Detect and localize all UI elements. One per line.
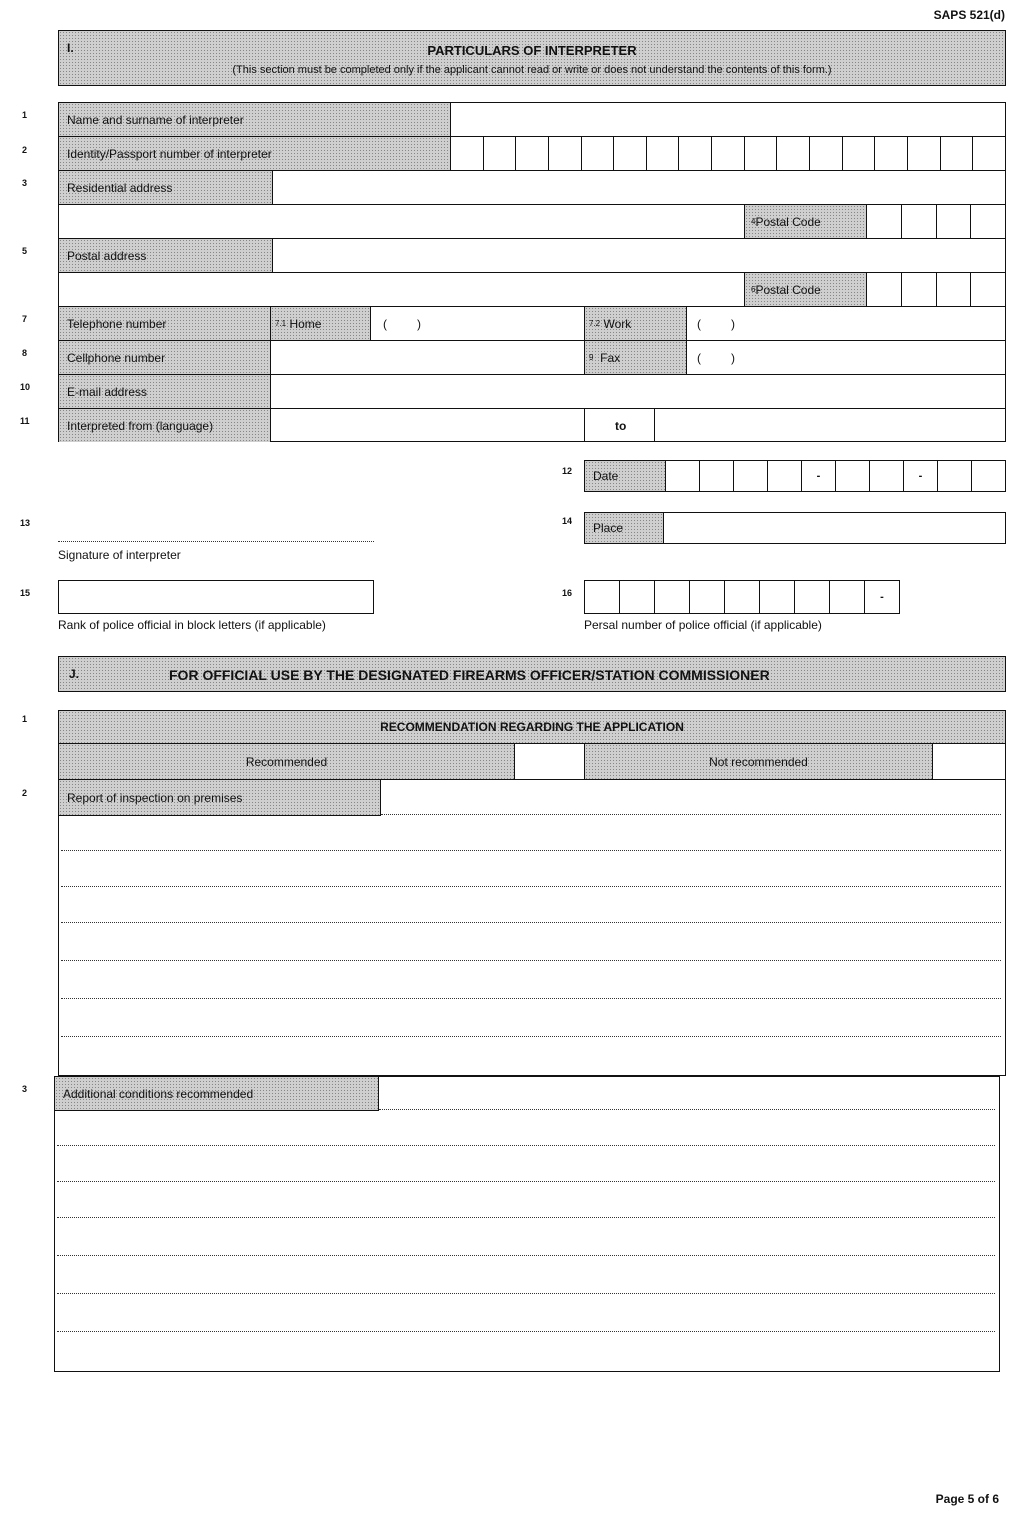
section-i-letter: I. (67, 41, 74, 55)
conditions-area[interactable] (54, 1076, 1000, 1372)
date-label: Date (585, 461, 666, 491)
home-phone-input[interactable]: ( ) (371, 307, 585, 341)
place-field (584, 512, 1006, 544)
not-recommended-checkbox[interactable] (933, 744, 1005, 779)
section-i-header (58, 30, 1006, 86)
recommendation-title: RECOMMENDATION REGARDING THE APPLICATION (59, 711, 1005, 744)
fax-input[interactable]: ( ) (687, 341, 1005, 375)
email-label: E-mail address (59, 375, 271, 409)
report-line (61, 1036, 1001, 1037)
fax-label: 9 Fax (585, 341, 687, 375)
recommended-checkbox[interactable] (515, 744, 585, 779)
persal-label: Persal number of police official (if applicable) (584, 618, 822, 632)
place-label: Place (585, 513, 664, 543)
row-number: 11 (20, 416, 30, 426)
work-label: 7.2 Work (585, 307, 687, 341)
not-recommended-label: Not recommended (585, 744, 933, 779)
email-input[interactable] (271, 375, 1005, 409)
report-line (61, 998, 1001, 999)
report-line (61, 850, 1001, 851)
home-label: 7.1 Home (271, 307, 371, 341)
report-line (61, 922, 1001, 923)
residential-postal-code-label: 4 Postal Code (745, 205, 867, 239)
id-label: Identity/Passport number of interpreter (59, 137, 451, 171)
interpreter-table (58, 102, 1006, 442)
conditions-line (57, 1255, 995, 1256)
postal-code-label: 6 Postal Code (745, 273, 867, 307)
recommendation-table (58, 710, 1006, 780)
row-number: 1 (22, 714, 28, 724)
conditions-line (57, 1217, 995, 1218)
date-cells[interactable]: - - (666, 461, 1005, 491)
row-number: 7 (22, 314, 28, 324)
row-number: 1 (22, 110, 28, 120)
section-i-subtitle: (This section must be completed only if the applicant cannot read or write or does not understand the contents of this form.) (232, 64, 832, 76)
language-from-input[interactable] (271, 409, 585, 442)
residential-postal-code-cells[interactable] (867, 205, 1005, 239)
conditions-line (57, 1293, 995, 1294)
postal-address-input-line2[interactable] (59, 273, 745, 307)
conditions-label: Additional conditions recommended (55, 1077, 379, 1111)
id-number-cells[interactable] (451, 137, 1005, 171)
to-label: to (585, 409, 655, 442)
residential-input-line2[interactable] (59, 205, 745, 239)
row-number: 2 (22, 788, 28, 798)
telephone-label: Telephone number (59, 307, 271, 341)
language-to-input[interactable] (655, 409, 1005, 442)
row-number: 5 (22, 246, 28, 256)
row-number: 16 (562, 588, 573, 598)
section-j-letter: J. (69, 667, 80, 681)
row-number: 8 (22, 348, 28, 358)
conditions-line (57, 1331, 995, 1332)
postal-address-label: Postal address (59, 239, 273, 273)
section-i-title: PARTICULARS OF INTERPRETER (427, 43, 637, 58)
name-label: Name and surname of interpreter (59, 103, 451, 137)
work-phone-input[interactable]: ( ) (687, 307, 1005, 341)
signature-line[interactable] (58, 540, 374, 542)
row-number: 15 (20, 588, 31, 598)
name-input[interactable] (451, 103, 1005, 137)
rank-label: Rank of police official in block letters (if applicable) (58, 618, 326, 632)
report-area[interactable] (58, 780, 1006, 1076)
section-j-title: FOR OFFICIAL USE BY THE DESIGNATED FIREARMS OFFICER/STATION COMMISSIONER (169, 667, 770, 683)
persal-number-cells[interactable]: - (584, 580, 900, 614)
page-number: Page 5 of 6 (935, 1492, 999, 1506)
language-label: Interpreted from (language) (59, 409, 271, 442)
conditions-line (57, 1181, 995, 1182)
conditions-line (57, 1145, 995, 1146)
recommended-label: Recommended (59, 744, 515, 779)
row-number: 14 (562, 516, 573, 526)
report-line (61, 886, 1001, 887)
conditions-line (379, 1109, 995, 1110)
postal-address-input[interactable] (273, 239, 1005, 273)
report-label: Report of inspection on premises (59, 780, 381, 816)
report-line (381, 814, 1001, 815)
row-number: 12 (562, 466, 573, 476)
residential-input[interactable] (273, 171, 1005, 205)
row-number: 3 (22, 1084, 28, 1094)
date-field (584, 460, 1006, 492)
residential-label: Residential address (59, 171, 273, 205)
form-code: SAPS 521(d) (933, 8, 1005, 22)
cellphone-input[interactable] (271, 341, 585, 375)
cellphone-label: Cellphone number (59, 341, 271, 375)
postal-code-cells[interactable] (867, 273, 1005, 307)
section-j-header (58, 656, 1006, 692)
row-number: 13 (20, 518, 31, 528)
row-number: 3 (22, 178, 28, 188)
rank-input[interactable] (58, 580, 374, 614)
row-number: 2 (22, 145, 28, 155)
signature-label: Signature of interpreter (58, 548, 181, 562)
report-line (61, 960, 1001, 961)
row-number: 10 (20, 382, 31, 392)
place-input[interactable] (664, 513, 1005, 543)
